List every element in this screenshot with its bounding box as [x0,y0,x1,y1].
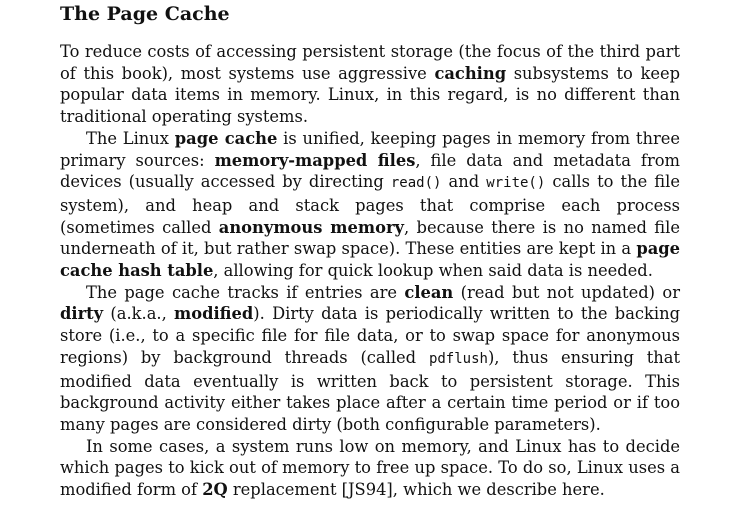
text-run: , because there is no named file underneath of it, but rather swap space). These entities are kept in a [60,217,680,259]
text-run: replacement [JS94], which we describe here. [227,480,605,500]
text-run: calls to the file system), and heap and stack pages that comprise each process (sometimes called [60,172,681,237]
paragraph-intro [60,41,680,128]
term-page-cache: page cache [174,128,278,148]
text-run: , allowing for quick lookup when said data is needed. [213,261,653,281]
term-memory-mapped-files: memory-mapped files [214,150,416,170]
code-read: read() [390,175,442,192]
text-run: and [441,172,487,192]
text-run: To reduce costs of accessing persistent storage (the focus of the third part of this book), most systems use aggressive [60,42,680,83]
code-pdflush: pdflush [428,350,488,367]
text-run: (read but not updated) or [453,282,680,302]
text-run: The Linux [86,128,175,148]
paragraph-dirty-pages [60,282,680,436]
text-run: (a.k.a., [103,304,175,324]
paragraph-replacement [60,436,680,501]
paragraph-page-cache [60,128,680,282]
text-run: is unified, keeping pages in memory from three primary sources: [60,128,680,170]
text-run: In some cases, a system runs low on memory, and Linux has to decide which pages to kick out of memory to free up space. To do so, Linux uses a modified form of [60,436,680,500]
page-content [60,0,680,501]
text-run: ), thus ensuring that modified data eventually is written back to persistent storage. This background activity either takes place after a certain time period or if too many pages are considered dirty (both configurable parameters). [60,347,680,434]
term-anonymous-memory: anonymous memory [218,217,404,237]
text-run: The page cache tracks if entries are [86,282,405,302]
text-run: , file data and metadata from devices (usually accessed by directing [60,150,680,192]
term-page-cache-hash-table: page cache hash table [60,239,680,281]
term-clean: clean [404,282,454,302]
term-caching: caching [434,63,507,83]
term-modified: modified [174,304,254,324]
section-title: The Page Cache [60,3,230,25]
term-dirty: dirty [60,304,104,324]
term-2q: 2Q [202,480,228,500]
text-run: subsystems to keep popular data items in memory. Linux, in this regard, is no different than traditional operating systems. [60,63,681,127]
text-run: ). Dirty data is periodically written to the backing store (i.e., to a specific file for file data, or to swap space for anonymous regions) by background threads (called [60,304,680,367]
code-write: write() [486,175,546,192]
